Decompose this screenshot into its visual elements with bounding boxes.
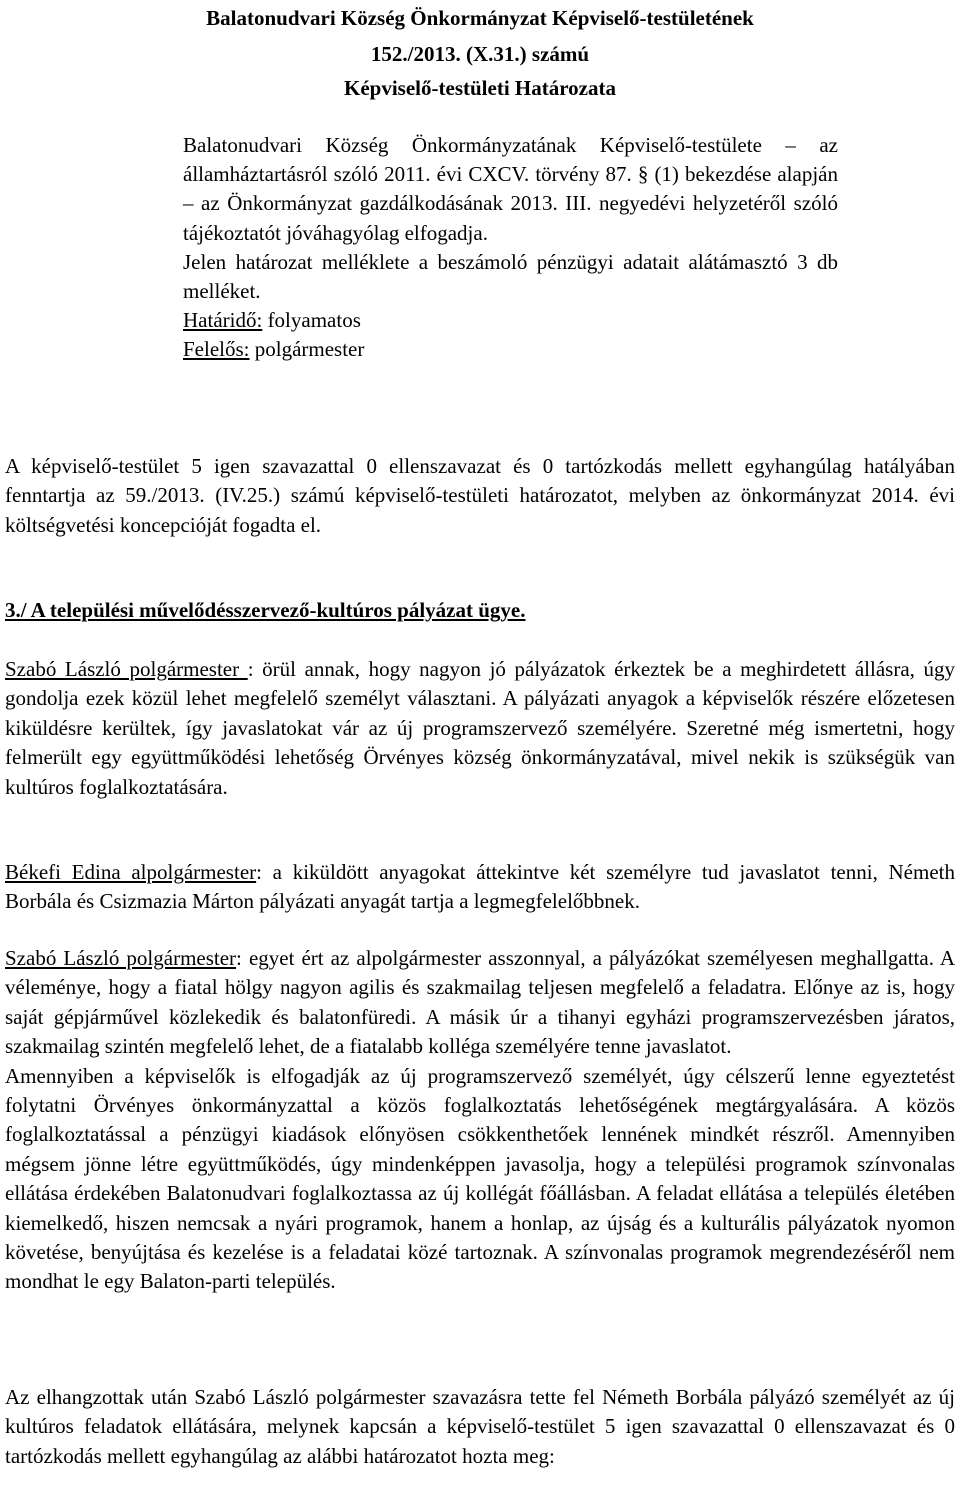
section-heading: 3./ A települési művelődésszervező-kultúros pályázat ügye. (5, 598, 526, 622)
responsible-value: polgármester (249, 337, 365, 362)
responsible-line (183, 335, 838, 364)
deadline-value: folyamatos (262, 308, 361, 333)
responsible-label: Felelős: (183, 337, 250, 362)
paragraph-deputy-mayor (5, 858, 955, 917)
paragraph-text: : a kiküldött anyagokat áttekintve két személyre tud javaslatot tenni, Németh Borbála és Csizmazia Márton pályázati anyagát tartja a legmegfelelőbbnek. (5, 860, 955, 914)
resolution-body (183, 131, 838, 365)
speaker-name: Szabó László polgármester (5, 657, 248, 681)
header-line-1: Balatonudvari Község Önkormányzat Képviselő-testületének (206, 6, 754, 30)
paragraph-text: : egyet ért az alpolgármester asszonnyal, a pályázókat személyesen meghallgatta. A véleménye, hogy a fiatal hölgy nagyon agilis és szakmailag teljesen megfelelő a feladatra. Előnye az is, hogy saját gépjárművel közlekedik és balatonfüredi. A másik úr a tihanyi egyházi programszervezésben járatos, szakmailag szintén megfelelő lehet, de a fiatalabb kolléga személyére tenne javaslatot. (5, 946, 956, 1059)
deadline-label: Határidő: (183, 308, 263, 333)
paragraph-text-continued: Amennyiben a képviselők is elfogadják az új programszervező személyét, úgy célszerű lenne egyeztetést folytatni Örvényes önkormányzattal a közös foglalkoztatás lehetőségének megtárgyalására. A közös foglalkoztatással a pénzügyi kiadások előnyösen csökkenthetőek lennének mindkét részről. Amennyiben mégsem jönne létre együttműködés, úgy mindenképpen javasolja, hogy a települési programok színvonalas ellátása érdekében Balatonudvari foglalkoztassa az új kollégát főállásban. A feladat ellátása a település életében kiemelkedő, hiszen nemcsak a nyári programok, hanem a honlap, az újság és a kulturális pályázatok nyomon követése, benyújtása és kezelése is a feladatai közé tartoznak. A színvonalas programok megrendezéséről nem mondhat le egy Balaton-parti település. (5, 1063, 955, 1294)
vote-paragraph (5, 452, 955, 540)
paragraph-text: Az elhangzottak után Szabó László polgármester szavazásra tette fel Németh Borbála pályázó személyét az új kultúros feladatok ellátására, melynek kapcsán a képviselő-testület 5 igen szavazattal 0 ellenszavazat és 0 tartózkodás mellett egyhangúlag az alábbi határozatot hozta meg: (5, 1385, 955, 1468)
resolution-number: 152./2013. (X.31.) számú (370, 42, 590, 66)
deadline-line (183, 306, 838, 335)
resolution-annex-text: Jelen határozat melléklete a beszámoló pénzügyi adatait alátámasztó 3 db melléket. (183, 249, 838, 304)
paragraph-mayor-2 (5, 944, 955, 1297)
paragraph-vote-call (5, 1383, 955, 1471)
speaker-name: Békefi Edina alpolgármester (5, 860, 257, 884)
speaker-name: Szabó László polgármester (5, 946, 237, 970)
resolution-text: Balatonudvari Község Önkormányzatának Képviselő-testülete – az államháztartásról szóló 2011. évi CXCV. törvény 87. § (1) bekezdése alapján – az Önkormányzat gazdálkodásának 2013. III. negyedévi helyzetéről szóló tájékoztatót jóváhagyólag elfogadja. (183, 133, 838, 245)
paragraph-text: : örül annak, hogy nagyon jó pályázatok érkeztek be a meghirdetett állásra, úgy gondolja ezek közül lehet megfelelő személyt választani. A pályázati anyagok a képviselők részére előzetesen kiküldésre kerültek, így javaslatokat vár az új programszervező személyére. Szeretné még ismertetni, hogy felmerült egy együttműködési lehetőség Örvényes község önkormányzatával, mivel nekik is szükségük van kultúros foglalkoztatására. (5, 657, 955, 799)
resolution-title: Képviselő-testületi Határozata (344, 76, 616, 100)
paragraph-mayor-1 (5, 655, 955, 802)
vote-text: A képviselő-testület 5 igen szavazattal 0 ellenszavazat és 0 tartózkodás mellett egyhangúlag hatályában fenntartja az 59./2013. (IV.25.) számú képviselő-testületi határozatot, melyben az önkormányzat 2014. évi költségvetési koncepcióját fogadta el. (5, 454, 955, 537)
